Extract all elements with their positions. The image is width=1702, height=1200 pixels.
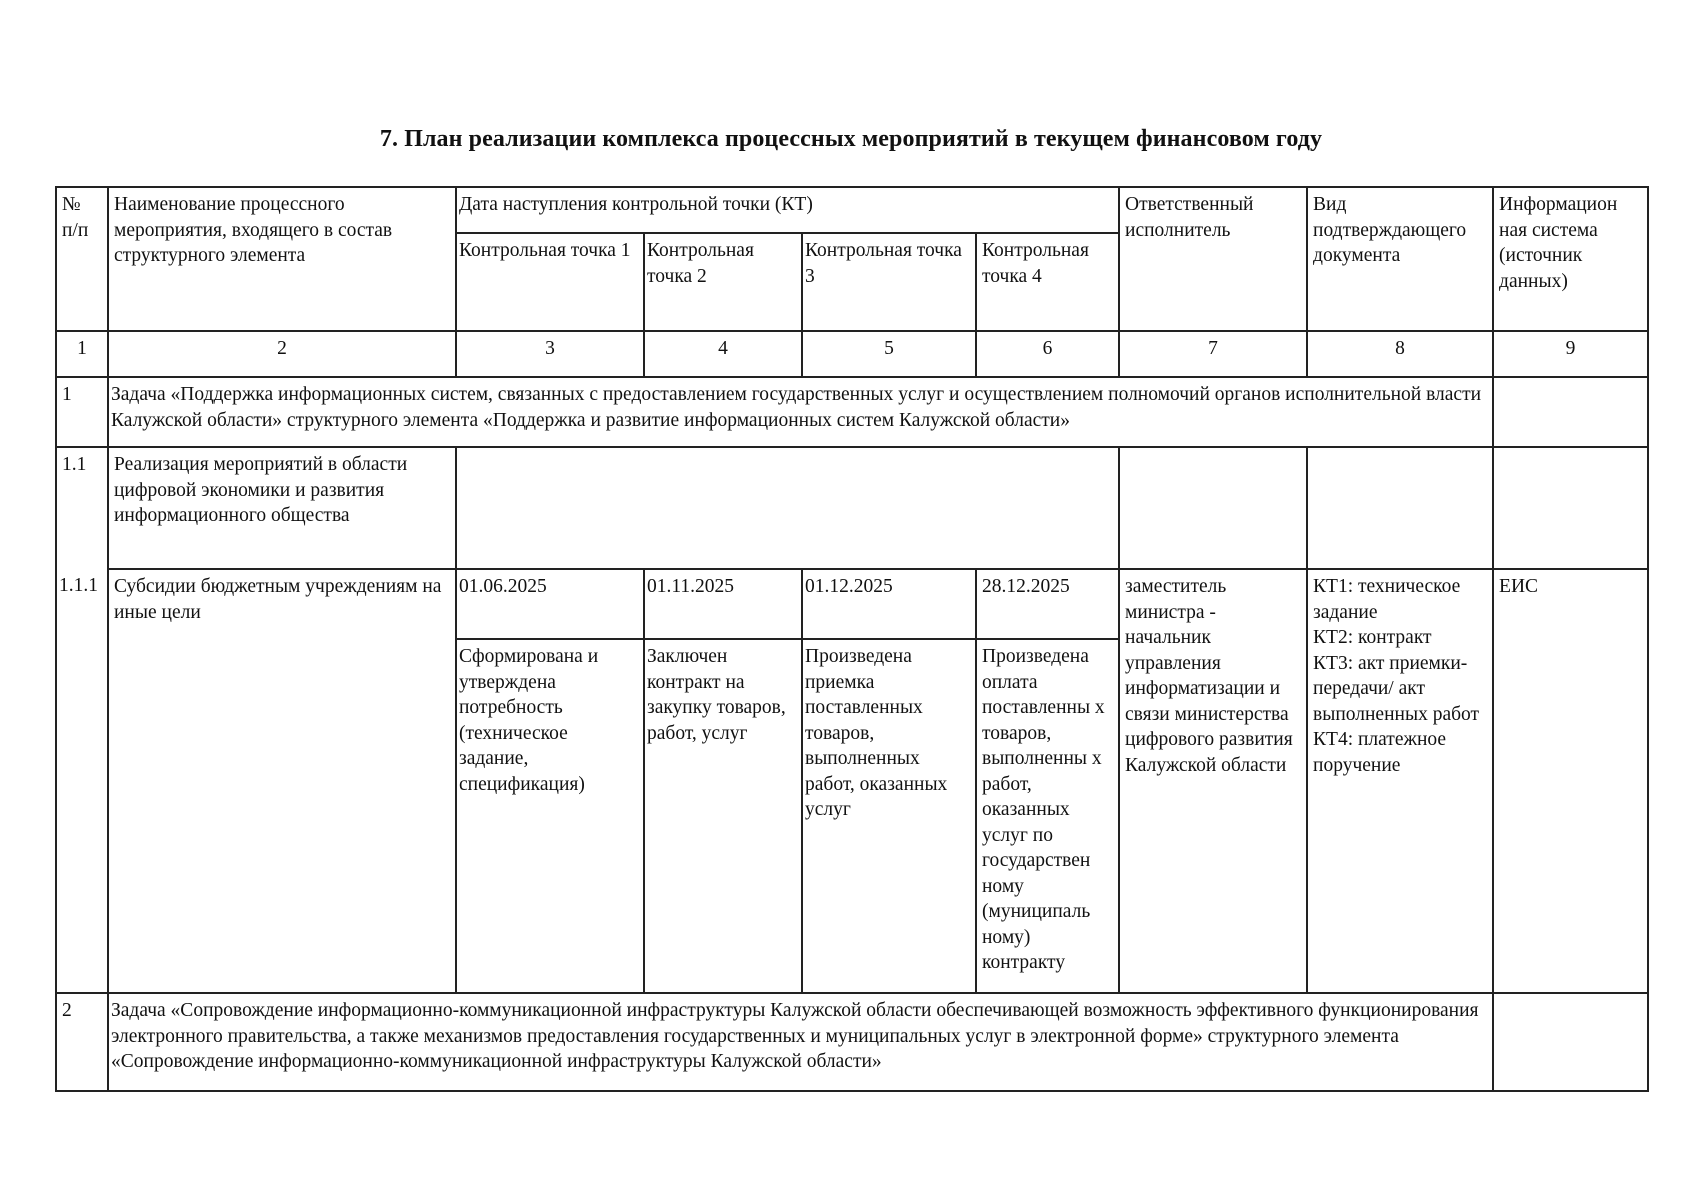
kt3-date: 01.12.2025 xyxy=(802,569,976,639)
task-text: Задача «Сопровождение информационно-коммуникационной инфраструктуры Калужской области обеспечивающей возможность эффективного функционирования электронного правительства, а также механизмов предоставления государственных и муниципальных услуг в электронной форме» структурного элемента «Сопровождение информационно-коммуникационной инфраструктуры Калужской области» xyxy=(108,993,1493,1091)
kt1-date: 01.06.2025 xyxy=(456,569,644,639)
header-col-responsible: Ответственный исполнитель xyxy=(1119,187,1307,331)
activity-kt-empty xyxy=(456,447,1119,569)
header-kt4: Контрольная точка 4 xyxy=(976,233,1119,331)
header-kt3: Контрольная точка 3 xyxy=(802,233,976,331)
column-number-row xyxy=(56,331,1648,377)
column-number: 9 xyxy=(1493,331,1648,377)
task-empty-cell xyxy=(1493,993,1648,1091)
column-number: 4 xyxy=(644,331,802,377)
task-number: 1 xyxy=(56,377,108,447)
task-row xyxy=(56,993,1648,1091)
confirming-documents: КТ1: техническое задание КТ2: контракт КТ3: акт приемки-передачи/ акт выполненных работ КТ4: платежное поручение xyxy=(1307,569,1493,993)
column-number: 7 xyxy=(1119,331,1307,377)
info-system: ЕИС xyxy=(1493,569,1648,993)
kt2-description: Заключен контракт на закупку товаров, работ, услуг xyxy=(644,639,802,993)
header-col-document: Вид подтверждающего документа xyxy=(1307,187,1493,331)
column-number: 6 xyxy=(976,331,1119,377)
kt3-description: Произведена приемка поставленных товаров, выполненных работ, оказанных услуг xyxy=(802,639,976,993)
activity-doc-empty xyxy=(1307,447,1493,569)
header-kt1: Контрольная точка 1 xyxy=(456,233,644,331)
column-number: 5 xyxy=(802,331,976,377)
subactivity-name: Субсидии бюджетным учреждениям на иные цели xyxy=(108,569,456,993)
column-number: 2 xyxy=(108,331,456,377)
header-col-number: № п/п xyxy=(56,187,108,331)
subactivity-date-row xyxy=(56,569,1648,639)
activity-name: Реализация мероприятий в области цифровой экономики и развития информационного общества xyxy=(108,447,456,569)
plan-table xyxy=(55,186,1649,1092)
column-number: 3 xyxy=(456,331,644,377)
task-text: Задача «Поддержка информационных систем, связанных с предоставлением государственных услуг и осуществлением полномочий органов исполнительной власти Калужской области» структурного элемента «Поддержка и развитие информационных систем Калужской области» xyxy=(108,377,1493,447)
task-number: 2 xyxy=(56,993,108,1091)
kt2-date: 01.11.2025 xyxy=(644,569,802,639)
column-number: 1 xyxy=(56,331,108,377)
activity-info-empty xyxy=(1493,447,1648,569)
header-col-name: Наименование процессного мероприятия, входящего в состав структурного элемента xyxy=(108,187,456,331)
page-title: 7. План реализации комплекса процессных мероприятий в текущем финансовом году xyxy=(379,126,1323,152)
activity-row xyxy=(56,447,1648,569)
responsible-executor: заместитель министра - начальник управления информатизации и связи министерства цифрового развития Калужской области xyxy=(1119,569,1307,993)
task-row xyxy=(56,377,1648,447)
header-kt2: Контрольная точка 2 xyxy=(644,233,802,331)
column-number: 8 xyxy=(1307,331,1493,377)
subactivity-number: 1.1.1 xyxy=(56,569,108,993)
activity-resp-empty xyxy=(1119,447,1307,569)
header-col-info-system: Информацион ная система (источник данных) xyxy=(1493,187,1648,331)
kt4-description: Произведена оплата поставленны х товаров, выполненны х работ, оказанных услуг по государствен ному (муниципаль ному) контракту xyxy=(976,639,1119,993)
header-row xyxy=(56,187,1648,233)
header-col-kt-group: Дата наступления контрольной точки (КТ) xyxy=(456,187,1119,233)
task-empty-cell xyxy=(1493,377,1648,447)
kt4-date: 28.12.2025 xyxy=(976,569,1119,639)
activity-number: 1.1 xyxy=(56,447,108,569)
kt1-description: Сформирована и утверждена потребность (техническое задание, спецификация) xyxy=(456,639,644,993)
